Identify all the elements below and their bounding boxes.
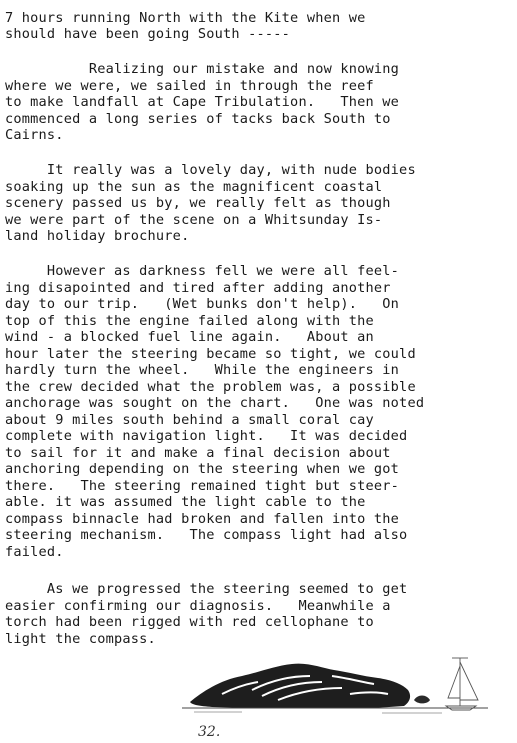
text-line: torch had been rigged with red cellophane to bbox=[5, 614, 374, 630]
text-line: compass binnacle had broken and fallen into the bbox=[5, 511, 400, 527]
text-line: light the compass. bbox=[5, 631, 156, 647]
text-line: should have been going South ----- bbox=[5, 26, 291, 42]
text-line: to sail for it and make a final decision about bbox=[5, 445, 391, 461]
text-line: wind - a blocked fuel line again. About an bbox=[5, 329, 374, 345]
island-silhouette bbox=[190, 664, 410, 708]
text-line: soaking up the sun as the magnificent coastal bbox=[5, 179, 383, 195]
text-line: Cairns. bbox=[5, 127, 64, 143]
text-line: the crew decided what the problem was, a possible bbox=[5, 379, 416, 395]
text-line: It really was a lovely day, with nude bodies bbox=[5, 162, 416, 178]
text-line: ing disapointed and tired after adding another bbox=[5, 280, 391, 296]
sailboat-icon bbox=[446, 658, 478, 710]
text-line: there. The steering remained tight but steer- bbox=[5, 478, 400, 494]
text-line: complete with navigation light. It was decided bbox=[5, 428, 408, 444]
text-line: anchoring depending on the steering when we got bbox=[5, 461, 400, 477]
text-line: hardly turn the wheel. While the engineers in bbox=[5, 362, 400, 378]
text-line: top of this the engine failed along with the bbox=[5, 313, 374, 329]
text-line: day to our trip. (Wet bunks don't help). On bbox=[5, 296, 400, 312]
text-line: about 9 miles south behind a small coral cay bbox=[5, 412, 374, 428]
text-line: 7 hours running North with the Kite when we bbox=[5, 10, 366, 26]
text-line: able. it was assumed the light cable to the bbox=[5, 494, 366, 510]
text-line: land holiday brochure. bbox=[5, 228, 190, 244]
text-line: As we progressed the steering seemed to get bbox=[5, 581, 408, 597]
text-line: easier confirming our diagnosis. Meanwhile a bbox=[5, 598, 391, 614]
text-line: we were part of the scene on a Whitsunday Is- bbox=[5, 212, 383, 228]
page-number: 32. bbox=[198, 724, 221, 740]
text-line: Realizing our mistake and now knowing bbox=[5, 61, 400, 77]
text-line: commenced a long series of tacks back South to bbox=[5, 111, 391, 127]
text-line: However as darkness fell we were all feel- bbox=[5, 263, 400, 279]
text-line: scenery passed us by, we really felt as though bbox=[5, 195, 391, 211]
text-line: failed. bbox=[5, 544, 64, 560]
water-ripples bbox=[194, 712, 442, 713]
rock-outcrop bbox=[414, 696, 430, 704]
text-line: hour later the steering became so tight, we could bbox=[5, 346, 416, 362]
text-line: steering mechanism. The compass light had also bbox=[5, 527, 408, 543]
island-boat-illustration bbox=[182, 650, 492, 722]
text-line: anchorage was sought on the chart. One was noted bbox=[5, 395, 425, 411]
text-line: to make landfall at Cape Tribulation. Then we bbox=[5, 94, 400, 110]
text-line: where we were, we sailed in through the reef bbox=[5, 78, 374, 94]
